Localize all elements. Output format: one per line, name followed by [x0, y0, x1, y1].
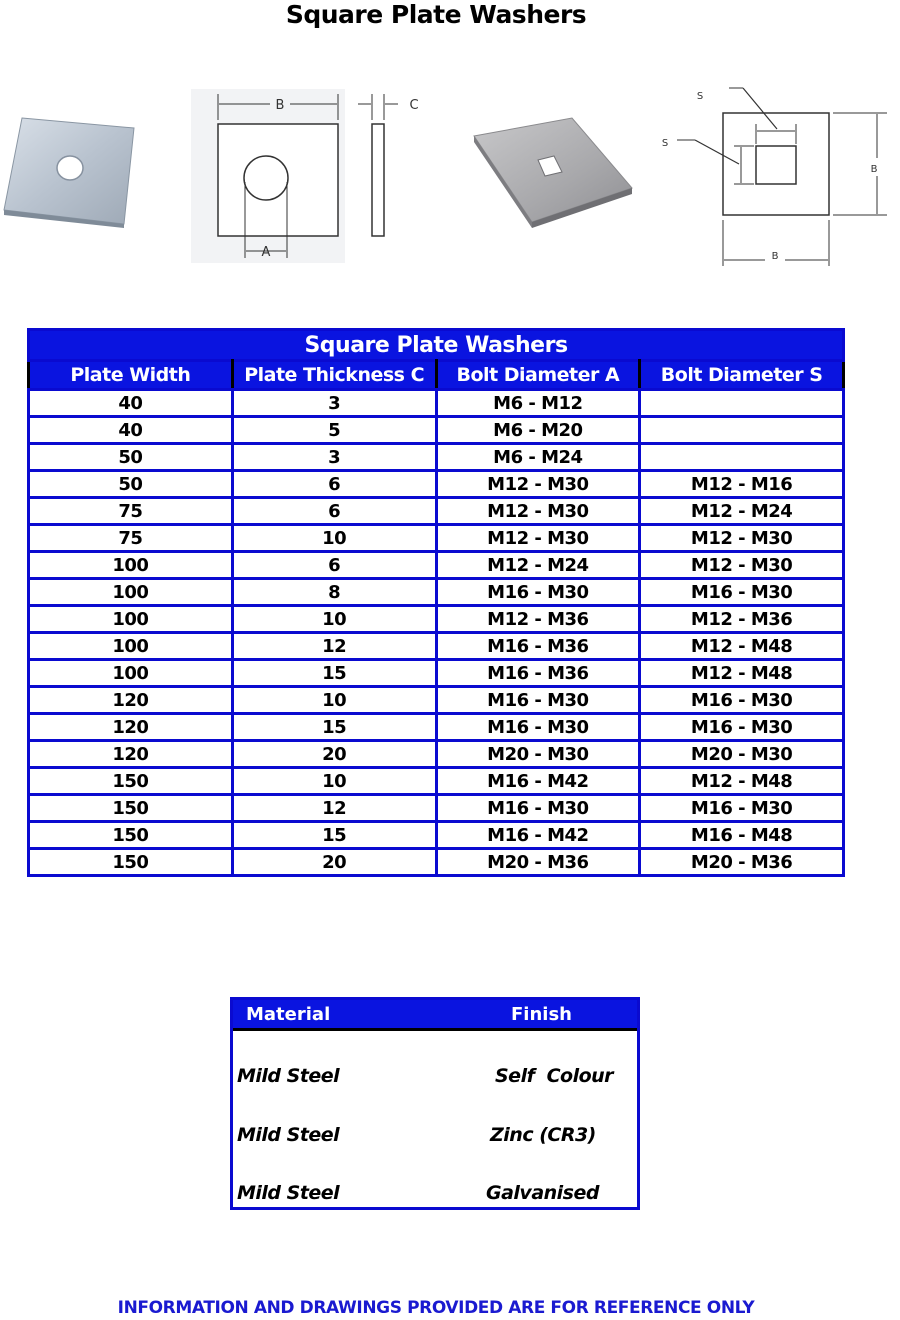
plate-width-cell: 100 — [29, 633, 233, 660]
dim-label-a: A — [261, 245, 271, 260]
bolt-diameter-s-cell: M12 - M48 — [640, 768, 844, 795]
bolt-diameter-a-cell: M16 - M30 — [436, 795, 640, 822]
table-row — [29, 849, 844, 876]
bolt-diameter-a-cell: M16 - M30 — [436, 687, 640, 714]
dim-label-b-bottom: B — [771, 251, 779, 262]
plate-thickness-cell: 3 — [232, 444, 436, 471]
bolt-diameter-s-cell: M16 - M30 — [640, 579, 844, 606]
plate-width-cell: 100 — [29, 579, 233, 606]
material-cell: Mild Steel — [237, 1065, 340, 1087]
table-row — [29, 390, 844, 417]
plate-thickness-cell: 15 — [232, 714, 436, 741]
table-row — [29, 444, 844, 471]
plate-width-cell: 40 — [29, 417, 233, 444]
dim-label-b-right: B — [870, 164, 878, 175]
plate-thickness-cell: 12 — [232, 633, 436, 660]
bolt-diameter-s-cell: M12 - M48 — [640, 660, 844, 687]
dim-label-s-left: S — [661, 138, 669, 149]
square-hole-washer-photo — [472, 114, 634, 228]
plate-thickness-cell: 20 — [232, 849, 436, 876]
dim-label-b: B — [275, 98, 285, 113]
finish-header: Finish — [511, 1004, 572, 1025]
round-hole-dimension-drawing — [190, 88, 440, 266]
bolt-diameter-s-cell: M20 - M36 — [640, 849, 844, 876]
bolt-diameter-s-cell: M12 - M24 — [640, 498, 844, 525]
bolt-diameter-s-cell — [640, 417, 844, 444]
bolt-diameter-a-cell: M6 - M24 — [436, 444, 640, 471]
plate-thickness-cell: 10 — [232, 606, 436, 633]
plate-width-cell: 150 — [29, 849, 233, 876]
bolt-diameter-a-cell: M6 - M20 — [436, 417, 640, 444]
plate-thickness-cell: 10 — [232, 525, 436, 552]
bolt-diameter-s-cell: M16 - M30 — [640, 687, 844, 714]
dim-label-c: C — [409, 98, 419, 113]
material-cell: Mild Steel — [237, 1182, 340, 1204]
bolt-diameter-s-cell: M12 - M30 — [640, 552, 844, 579]
table-row — [29, 768, 844, 795]
finish-row — [233, 1065, 637, 1091]
finish-cell: Galvanised — [486, 1182, 599, 1204]
bolt-diameter-s-cell: M20 - M30 — [640, 741, 844, 768]
plate-width-cell: 75 — [29, 498, 233, 525]
plate-thickness-cell: 3 — [232, 390, 436, 417]
bolt-diameter-a-cell: M12 - M30 — [436, 498, 640, 525]
table-row — [29, 795, 844, 822]
plate-width-cell: 50 — [29, 444, 233, 471]
square-hole-dimension-drawing — [655, 80, 895, 270]
bolt-diameter-a-cell: M16 - M30 — [436, 714, 640, 741]
column-header-plate-width: Plate Width — [29, 361, 233, 390]
column-header-plate-thickness: Plate Thickness C — [232, 361, 436, 390]
table-row — [29, 741, 844, 768]
round-hole-washer-photo — [0, 112, 140, 228]
column-header-bolt-diameter-a: Bolt Diameter A — [436, 361, 640, 390]
bolt-diameter-s-cell: M12 - M48 — [640, 633, 844, 660]
bolt-diameter-a-cell: M16 - M42 — [436, 768, 640, 795]
bolt-diameter-a-cell: M12 - M24 — [436, 552, 640, 579]
bolt-diameter-a-cell: M16 - M42 — [436, 822, 640, 849]
table-row — [29, 687, 844, 714]
plate-width-cell: 150 — [29, 795, 233, 822]
bolt-diameter-s-cell — [640, 444, 844, 471]
table-row — [29, 633, 844, 660]
table-caption: Square Plate Washers — [29, 330, 844, 361]
plate-width-cell: 50 — [29, 471, 233, 498]
material-finish-header — [233, 1000, 637, 1031]
plate-width-cell: 120 — [29, 741, 233, 768]
bolt-diameter-s-cell: M12 - M16 — [640, 471, 844, 498]
page-title: Square Plate Washers — [285, 0, 587, 29]
plate-width-cell: 100 — [29, 660, 233, 687]
washer-size-table — [27, 328, 845, 877]
bolt-diameter-a-cell: M12 - M30 — [436, 471, 640, 498]
bolt-diameter-s-cell — [640, 390, 844, 417]
bolt-diameter-s-cell: M16 - M48 — [640, 822, 844, 849]
material-header: Material — [246, 1004, 331, 1025]
table-row — [29, 552, 844, 579]
plate-width-cell: 100 — [29, 552, 233, 579]
bolt-diameter-s-cell: M12 - M36 — [640, 606, 844, 633]
plate-thickness-cell: 6 — [232, 552, 436, 579]
plate-width-cell: 120 — [29, 714, 233, 741]
bolt-diameter-a-cell: M12 - M30 — [436, 525, 640, 552]
bolt-diameter-a-cell: M16 - M36 — [436, 633, 640, 660]
finish-row — [233, 1182, 637, 1208]
plate-thickness-cell: 10 — [232, 768, 436, 795]
plate-width-cell: 40 — [29, 390, 233, 417]
plate-width-cell: 75 — [29, 525, 233, 552]
table-row — [29, 714, 844, 741]
table-row — [29, 498, 844, 525]
table-row — [29, 606, 844, 633]
plate-thickness-cell: 5 — [232, 417, 436, 444]
bolt-diameter-s-cell: M12 - M30 — [640, 525, 844, 552]
plate-thickness-cell: 15 — [232, 822, 436, 849]
bolt-diameter-s-cell: M16 - M30 — [640, 714, 844, 741]
plate-width-cell: 150 — [29, 822, 233, 849]
material-finish-table — [230, 997, 640, 1210]
table-row — [29, 822, 844, 849]
bolt-diameter-a-cell: M16 - M36 — [436, 660, 640, 687]
plate-thickness-cell: 6 — [232, 498, 436, 525]
table-body — [29, 390, 844, 876]
plate-width-cell: 120 — [29, 687, 233, 714]
plate-width-cell: 150 — [29, 768, 233, 795]
plate-thickness-cell: 6 — [232, 471, 436, 498]
plate-thickness-cell: 20 — [232, 741, 436, 768]
plate-width-cell: 100 — [29, 606, 233, 633]
bolt-diameter-a-cell: M20 - M30 — [436, 741, 640, 768]
dim-label-s-top: S — [696, 91, 704, 102]
bolt-diameter-a-cell: M20 - M36 — [436, 849, 640, 876]
table-row — [29, 471, 844, 498]
column-header-bolt-diameter-s: Bolt Diameter S — [640, 361, 844, 390]
finish-cell: Self Colour — [495, 1065, 614, 1087]
table-row — [29, 525, 844, 552]
bolt-diameter-a-cell: M16 - M30 — [436, 579, 640, 606]
table-row — [29, 579, 844, 606]
bolt-diameter-s-cell: M16 - M30 — [640, 795, 844, 822]
table-row — [29, 660, 844, 687]
bolt-diameter-a-cell: M12 - M36 — [436, 606, 640, 633]
bolt-diameter-a-cell: M6 - M12 — [436, 390, 640, 417]
material-cell: Mild Steel — [237, 1124, 340, 1146]
disclaimer-footer: INFORMATION AND DRAWINGS PROVIDED ARE FOR REFERENCE ONLY — [117, 1298, 755, 1318]
plate-thickness-cell: 8 — [232, 579, 436, 606]
finish-cell: Zinc (CR3) — [490, 1124, 596, 1146]
plate-thickness-cell: 15 — [232, 660, 436, 687]
plate-thickness-cell: 10 — [232, 687, 436, 714]
plate-thickness-cell: 12 — [232, 795, 436, 822]
table-row — [29, 417, 844, 444]
finish-row — [233, 1124, 637, 1150]
